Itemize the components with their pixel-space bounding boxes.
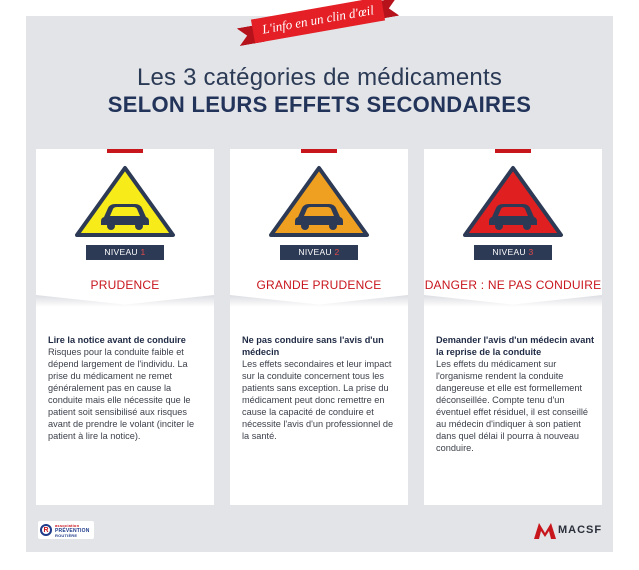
category-card-3	[424, 149, 602, 505]
level-value: 1	[140, 247, 146, 257]
description-body: Les effets secondaires et leur impact sur la conduite concernent tous les patients sans exception. La prise du médicament peut donc remettre en cause la capacité de conduire et nécessite l'avis d'un professionnel de la santé.	[242, 359, 394, 441]
ribbon-banner	[236, 0, 400, 50]
logo-line1: association	[55, 523, 80, 528]
card-accent-bar	[107, 149, 143, 153]
description-heading: Lire la notice avant de conduire	[48, 335, 186, 345]
level-prefix: NIVEAU	[492, 247, 529, 257]
level-badge	[86, 245, 164, 260]
description-body: Les effets du médicament sur l'organisme rendent la conduite dangereuse et elle est formellement déconseillée. Compte tenu d'un éventuel effet résiduel, il est conseillé au médecin d'indiquer à son patient dans quel délai il pourra à nouveau conduire.	[436, 359, 589, 453]
description-body: Risques pour la conduite faible et dépend largement de l'individu. La prise du médicament ne remet généralement pas en cause la conduite mais elle nécessite que le patient soit sensibilisé aux risques avant de prendre le volant (inciter le patient à lire la notice).	[48, 347, 195, 441]
level-badge	[280, 245, 358, 260]
page-title-line1: Les 3 catégories de médicaments	[136, 64, 503, 91]
description-heading: Ne pas conduire sans l'avis d'un médecin	[242, 335, 384, 357]
warning-car-sign-icon	[74, 165, 176, 239]
card-accent-bar	[301, 149, 337, 153]
level-value: 2	[334, 247, 340, 257]
macsf-logo	[534, 520, 604, 540]
macsf-wordmark: MACSF	[558, 524, 603, 536]
category-description	[48, 334, 208, 442]
card-accent-bar	[495, 149, 531, 153]
category-label: PRUDENCE	[90, 278, 160, 292]
level-badge	[474, 245, 552, 260]
level-prefix: NIVEAU	[104, 247, 141, 257]
category-label: DANGER : NE PAS CONDUIRE	[424, 278, 602, 292]
logo-line3: ROUTIÈRE	[55, 533, 78, 538]
category-description	[242, 334, 402, 442]
category-card-2	[230, 149, 408, 505]
warning-car-sign-icon	[462, 165, 564, 239]
category-label: GRANDE PRUDENCE	[256, 278, 382, 292]
prevention-routiere-emblem-icon: R	[40, 524, 52, 536]
ribbon-text: L'info en un clin d'œil	[251, 0, 385, 43]
logo-line2: PRÉVENTION	[55, 528, 90, 534]
level-prefix: NIVEAU	[298, 247, 335, 257]
category-description	[436, 334, 596, 454]
prevention-routiere-logo	[38, 521, 94, 539]
category-card-1	[36, 149, 214, 505]
level-value: 3	[528, 247, 534, 257]
description-heading: Demander l'avis d'un médecin avant la reprise de la conduite	[436, 335, 595, 357]
macsf-emblem-icon	[534, 521, 556, 539]
page-title-line2: SELON LEURS EFFETS SECONDAIRES	[107, 92, 532, 117]
warning-car-sign-icon	[268, 165, 370, 239]
